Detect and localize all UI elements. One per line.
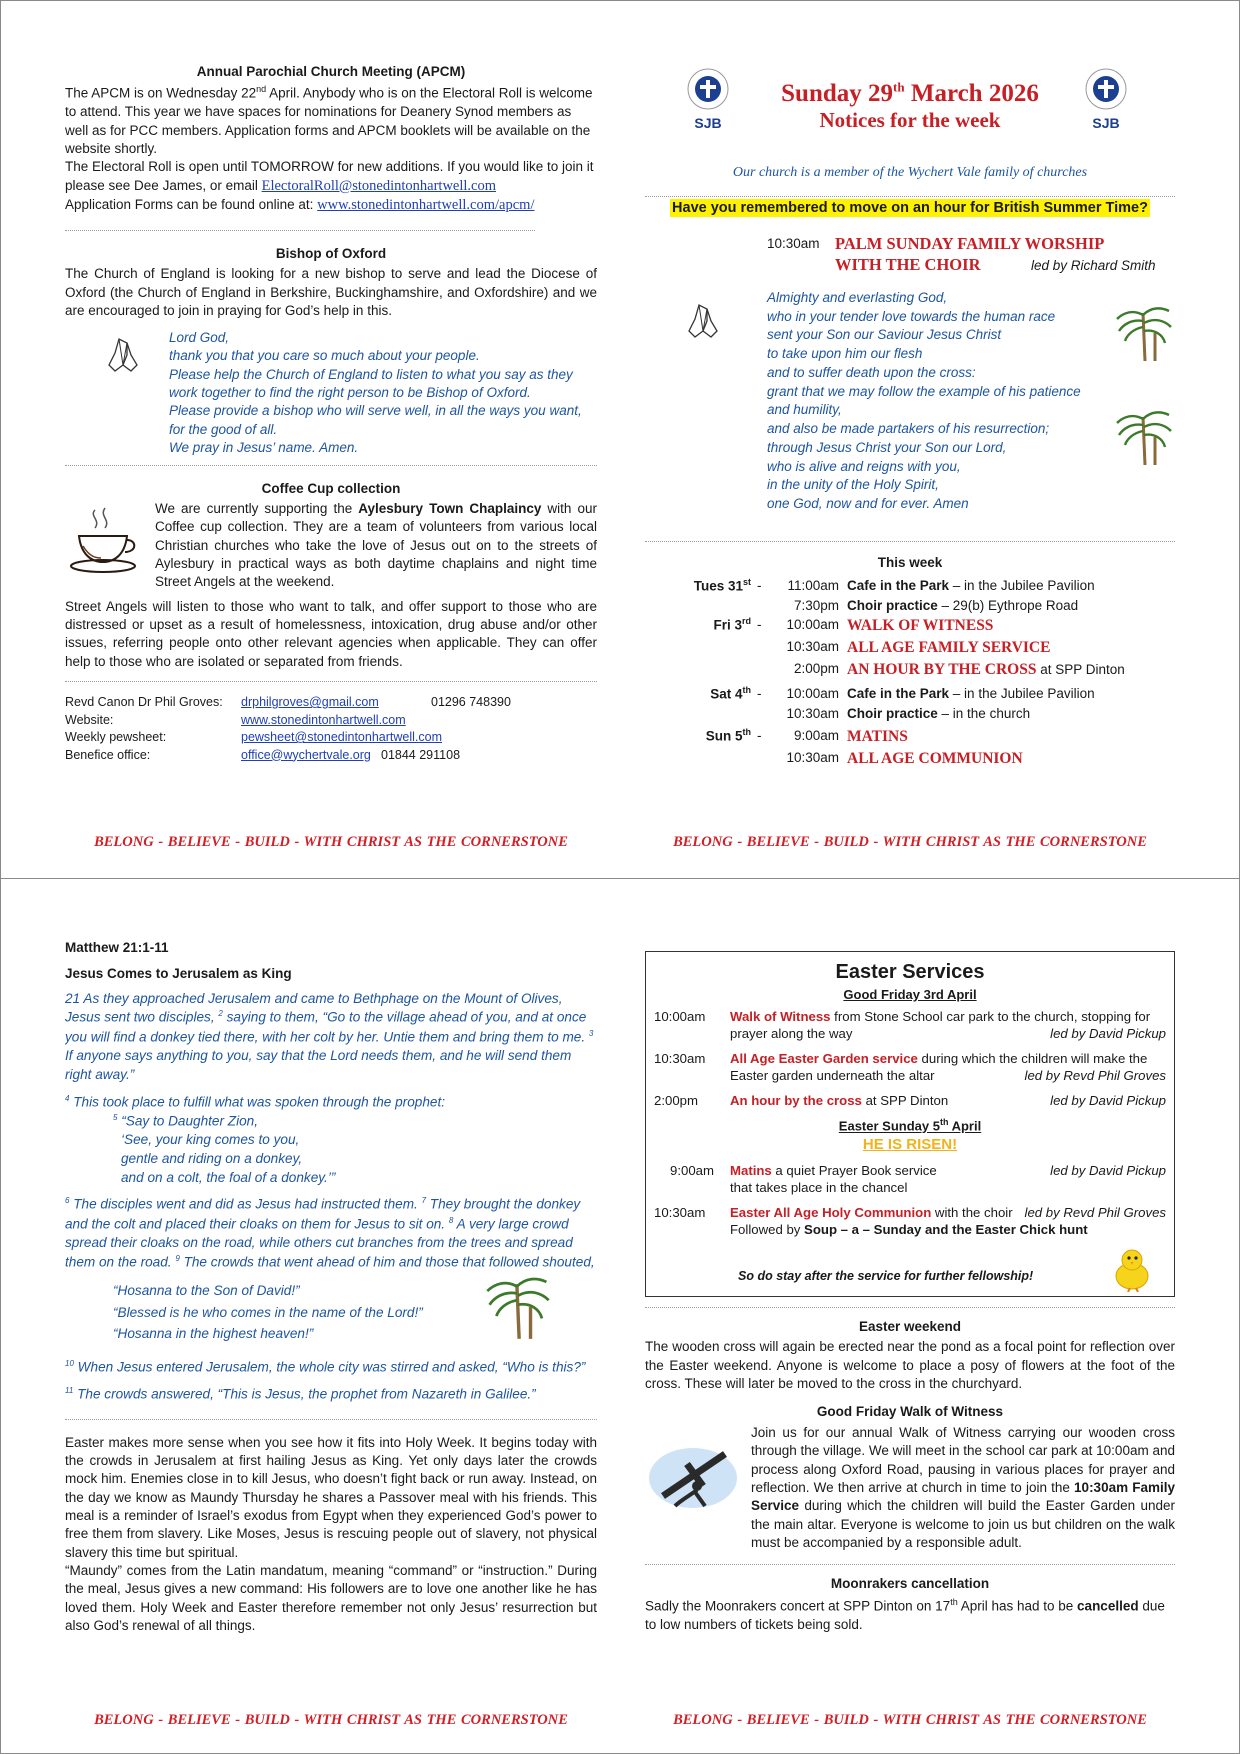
easter-weekend-body: The wooden cross will again be erected near the pond as a focal point for reflection over the Easter weekend. Anyone is welcome to place a posy of flowers at the foot of the cross. These will later be moved to the cross in the churchyard. xyxy=(645,1339,1175,1392)
gf-walk-title: Good Friday Walk of Witness xyxy=(816,1404,1004,1420)
divider xyxy=(65,230,535,231)
footer-motto: BELONG - BELIEVE - BUILD - WITH CHRIST AS THE CORNERSTONE xyxy=(673,834,1147,851)
palm-leaf-icon xyxy=(1115,303,1173,368)
moonrakers-title: Moonrakers cancellation xyxy=(830,1576,990,1592)
bst-reminder: Have you remembered to move on an hour for British Summer Time? xyxy=(672,200,1148,217)
panel-bottom-right xyxy=(645,951,1175,1731)
palm-time: 10:30am xyxy=(767,235,820,251)
he-is-risen: HE IS RISEN! xyxy=(862,1136,958,1154)
week-row: 2:00pm AN HOUR BY THE CROSS at SPP Dinton xyxy=(793,660,1125,678)
praying-hands-icon xyxy=(105,335,141,380)
palm-title-2: WITH THE CHOIR xyxy=(835,254,981,274)
easter-chick-icon xyxy=(1110,1246,1154,1297)
week-row: Sat 4th - 10:00am Cafe in the Park – in the Jubilee Pavilion xyxy=(710,684,1095,702)
palm-leader: led by Richard Smith xyxy=(1031,257,1156,273)
easter-sunday-heading: Easter Sunday 5th April xyxy=(838,1117,982,1134)
divider xyxy=(65,1419,597,1420)
divider xyxy=(65,681,597,682)
apcm-para-1: The APCM is on Wednesday 22nd April. Anybody who is on the Electoral Roll is welcome to attend. This year we have spaces for nominations for Deanery Synod members as well as for PCC members. Application forms and APCM booklets will be available on the website shortly. xyxy=(65,84,593,156)
cross-carrier-icon xyxy=(645,1424,751,1553)
footer-motto: BELONG - BELIEVE - BUILD - WITH CHRIST AS THE CORNERSTONE xyxy=(673,1712,1147,1729)
week-row: 10:30am ALL AGE COMMUNION xyxy=(786,749,1023,767)
service-row: 9:00am Matins a quiet Prayer Book service led by David Pickup that takes place in the chancel xyxy=(670,1162,1166,1196)
apcm-para-2: The Electoral Roll is open until TOMORROW for new additions. If you would like to join it please see Dee James, or email ElectoralRoll@stonedintonhartwell.com xyxy=(65,159,594,194)
palm-leaf-icon xyxy=(485,1272,551,1348)
good-friday-heading: Good Friday 3rd April xyxy=(843,987,977,1002)
stay-note: So do stay after the service for further fellowship! xyxy=(738,1268,1034,1283)
divider xyxy=(645,1564,1175,1565)
week-row: 10:30am Choir practice – in the church xyxy=(786,705,1031,721)
office-email-link[interactable]: office@wychertvale.org xyxy=(241,747,371,762)
contact-email-link[interactable]: drphilgroves@gmail.com xyxy=(241,695,379,710)
bishop-prayer-block xyxy=(65,327,597,461)
week-row: 7:30pm Choir practice – 29(b) Eythrope Road xyxy=(793,597,1079,613)
service-row: 2:00pm An hour by the cross at SPP Dinton led by David Pickup xyxy=(654,1092,1166,1108)
contact-row: Weekly pewsheet: pewsheet@stonedintonhartwell.com xyxy=(65,729,597,747)
panel-top-right xyxy=(645,63,1175,853)
coffee-cup-icon xyxy=(65,500,155,592)
gf-walk-block xyxy=(645,1424,1175,1553)
palm-collect: Almighty and everlasting God, who in your tender love towards the human race sent your Son our Saviour Jesus Christ to take upon him our flesh and to suffer death upon the cross: grant that we may follow the example of his patience and humility, and also be made partakers of his resurrection; through Jesus Christ your Son our Lord, who is alive and reigns with you, in the unity of the Holy Spirit, one God, now and for ever. Amen xyxy=(767,289,1081,511)
reading-reference: Matthew 21:1-11 xyxy=(65,940,169,955)
apcm-url-link[interactable]: www.stonedintonhartwell.com/apcm/ xyxy=(317,197,535,214)
service-row: 10:30am Easter All Age Holy Communion with the choir led by Revd Phil Groves Followed by Soup – a – Sunday and the Easter Chick hunt xyxy=(654,1204,1166,1238)
divider xyxy=(65,465,597,466)
website-link[interactable]: www.stonedintonhartwell.com xyxy=(241,712,406,727)
panel-bottom-left xyxy=(65,939,597,1731)
divider xyxy=(645,196,1175,197)
coffee-para-1: We are currently supporting the Aylesbury Town Chaplaincy with our Coffee cup collection. They are a team of volunteers from various local Christian churches who take the love of Jesus out on to the streets of Aylesbury in practical ways as both daytime chaplains and night time Street Angels at the weekend. xyxy=(155,500,597,590)
sjb-logo-icon: SJB xyxy=(1081,67,1131,130)
reading-heading: Jesus Comes to Jerusalem as King xyxy=(65,966,292,982)
footer-motto: BELONG - BELIEVE - BUILD - WITH CHRIST AS THE CORNERSTONE xyxy=(94,834,568,851)
moonrakers-body: Sadly the Moonrakers concert at SPP Dinton on 17th April has had to be cancelled due to low numbers of tickets being sold. xyxy=(645,1596,1165,1632)
easter-services-box xyxy=(645,951,1175,1297)
panel-top-left xyxy=(65,63,597,853)
week-row: Sun 5th - 9:00am MATINS xyxy=(705,726,908,745)
coffee-title: Coffee Cup collection xyxy=(261,480,401,496)
contact-row: Benefice office: office@wychertvale.org 01844 291108 xyxy=(65,747,597,765)
reflection-para-1: Easter makes more sense when you see how it fits into Holy Week. It begins today with the crowds in Jerusalem at first hailing Jesus as King. Yet only days later the crowds mock him. Enemies close in to kill Jesus, who doesn’t fight back or run away. Instead, on the day we know as Maundy Thursday he shares a Passover meal with his friends. This meal is a reminder of Israel’s exodus from Egypt when they experienced God’s power to free them from slavery. Like Moses, Jesus is rescuing people out of slavery, not physical slavery this time but spiritual. xyxy=(65,1434,597,1560)
fold-line xyxy=(1,878,1239,879)
contact-list xyxy=(65,694,597,764)
week-row: Tues 31st - 11:00am Cafe in the Park – in the Jubilee Pavilion xyxy=(693,577,1095,594)
easter-weekend-title: Easter weekend xyxy=(858,1318,962,1334)
wychert-vale-note: Our church is a member of the Wychert Vale family of churches xyxy=(732,165,1088,180)
bishop-body: The Church of England is looking for a new bishop to serve and lead the Diocese of Oxford (the Church of England in Berkshire, Buckinghamshire, and Oxfordshire) and we are encouraged to join in praying for God’s help in this. xyxy=(65,266,597,319)
service-row: 10:30am All Age Easter Garden service during which the children will make the Easter garden underneath the altar led by Revd Phil Groves xyxy=(654,1050,1166,1084)
bishop-title: Bishop of Oxford xyxy=(275,246,387,262)
palm-title-1: PALM SUNDAY FAMILY WORSHIP xyxy=(835,233,1105,253)
sheet-header xyxy=(645,63,1175,143)
footer-motto: BELONG - BELIEVE - BUILD - WITH CHRIST AS THE CORNERSTONE xyxy=(94,1712,568,1729)
electoral-roll-email-link[interactable]: ElectoralRoll@stonedintonhartwell.com xyxy=(261,177,497,194)
sjb-logo-icon: SJB xyxy=(683,67,733,130)
reflection-para-2: “Maundy” comes from the Latin mandatum, meaning “command” or “instruction.” During the meal, Jesus gives a new command: His followers are to love one another like he has loved them. Holy Week and Easter therefore remember not only Jesus’ resurrection but also God’s renewal of all things. xyxy=(65,1563,597,1634)
palm-leaf-icon xyxy=(1115,407,1173,472)
this-week xyxy=(645,554,1175,770)
easter-title: Easter Services xyxy=(835,961,985,983)
divider xyxy=(645,1307,1175,1308)
gf-walk-body: Join us for our annual Walk of Witness carrying our wooden cross through the village. We will meet in the school car park at 10:00am and process along Oxford Road, pausing in various places for prayer and reflection. We then arrive at church in time to join the 10:30am Family Service during which the children will build the Easter Garden under the main altar. Everyone is welcome to join us but children on the walk must be accompanied by a responsible adult. xyxy=(751,1424,1175,1550)
week-row: 10:30am ALL AGE FAMILY SERVICE xyxy=(786,638,1051,656)
week-row: Fri 3rd - 10:00am WALK OF WITNESS xyxy=(713,615,994,634)
coffee-block xyxy=(65,500,597,592)
apcm-para-3: Application Forms can be found online at: www.stonedintonhartwell.com/apcm/ xyxy=(65,197,535,214)
sheet-subtitle: Notices for the week xyxy=(819,107,1001,132)
contact-row: Website: www.stonedintonhartwell.com xyxy=(65,712,597,730)
this-week-title: This week xyxy=(877,554,943,570)
divider xyxy=(645,541,1175,542)
service-row: 10:00am Walk of Witness from Stone School car park to the church, stopping for prayer along the way led by David Pickup xyxy=(654,1008,1166,1042)
bishop-prayer: Lord God, thank you that you care so much about your people. Please help the Church of England to listen to what you say as they work together to find the right person to be Bishop of Oxford. Please provide a bishop who will serve well, in all the ways you want, for the good of all. We pray in Jesus’ name. Amen. xyxy=(169,329,582,456)
gospel-reading: 21 As they approached Jerusalem and came to Bethphage on the Mount of Olives, Jesus sent two disciples, $^2$ saying to them, “Go to the village ahead of you, and at once you will find a donkey tied there, with her colt by her. Untie them and bring them to me. $^3$ If anyone says anything to you, say that the Lord needs them, and he will send them right away.” $^4$ This took place to fulfill what was spoken through the prophet: $^5$ “Say to Daughter Zion, ‘See, your king comes to you, gentle and riding on a donkey, and on a colt, the foal of a donkey.’” $^6$ The disciples went and did as Jesus had instructed them. $^7$ They brought the donkey and the colt and placed their cloaks on them for Jesus to sit on. $^8$ A very large crowd spread their cloaks on the road, while others cut branches from the trees and spread them on the road. $^9$ The crowds that went ahead of him and those that followed shouted, “Hosanna to the Son of David!” “Blessed is he who comes in the name of the Lord!” “Hosanna in the highest heaven!” $^{10}$ When Jesus entered Jerusalem, the whole city was stirred and asked, “Who is this?” $^{11}$ The crowds answered, “This is Jesus, the prophet from Nazareth in Galilee.” xyxy=(65,990,595,1402)
pewsheet-email-link[interactable]: pewsheet@stonedintonhartwell.com xyxy=(241,730,442,745)
palm-sunday-block xyxy=(645,233,1175,533)
coffee-para-2: Street Angels will listen to those who want to talk, and offer support to those who are distressed or upset as a result of homelessness, intoxication, drug abuse and/or other issues, referring people onto other relevant agencies when applicable. They can offer help to those who are isolated or separated from friends. xyxy=(65,598,597,669)
sheet-title: Sunday 29th March 2026 xyxy=(781,79,1039,107)
contact-row: Revd Canon Dr Phil Groves: drphilgroves@gmail.com 01296 748390 xyxy=(65,694,597,712)
apcm-title: Annual Parochial Church Meeting (APCM) xyxy=(196,64,466,79)
praying-hands-icon xyxy=(685,301,721,346)
